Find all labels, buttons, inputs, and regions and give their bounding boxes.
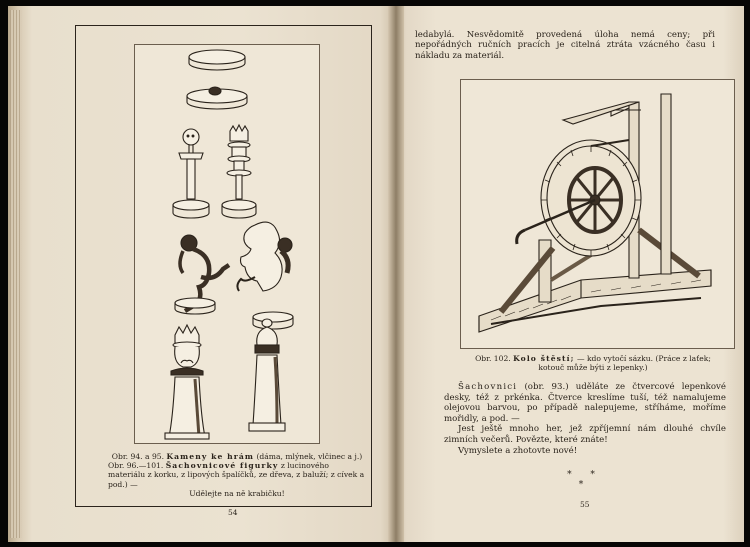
fig-title: Kameny ke hrám bbox=[166, 452, 255, 461]
paragraph-lead: Šachovnici bbox=[458, 382, 518, 392]
fig-desc: (dáma, mlýnek, vlčinec a j.) bbox=[256, 452, 363, 461]
fig-desc: z lucinového materiálu z korku, z lipových špalíčků, ze dřeva, z baluží; z cívek a pod.) — bbox=[108, 461, 365, 489]
right-figure-caption bbox=[462, 354, 724, 372]
wheel-of-fortune-illustration bbox=[460, 79, 735, 349]
fig-title: Šachovnicové figurky bbox=[165, 461, 279, 471]
paragraph-invent: Vymyslete a zhotovte nové! bbox=[458, 445, 578, 456]
section-stars: * * * bbox=[567, 470, 603, 490]
right-top-paragraph: ledabylá. Nesvědomitě provedená úloha nemá ceny; při nepořádných ručních pracích je citelná ztráta vzácného času i nákladu za materiál. bbox=[415, 30, 715, 61]
page-edges bbox=[10, 10, 22, 538]
fig-label: Obr. 94. a 95. bbox=[111, 452, 165, 461]
fig-title: Kolo štěstí; bbox=[513, 354, 575, 363]
chess-figures-illustration bbox=[134, 44, 320, 444]
right-body-text bbox=[444, 382, 726, 456]
page-number-left: 54 bbox=[228, 508, 238, 517]
paragraph-games: Jest ještě mnoho her, jež zpříjemní nám dlouhé chvíle zimních večerů. Povězte, které znáte! bbox=[444, 424, 726, 445]
page-number-right: 55 bbox=[580, 500, 590, 509]
fig-label: Obr. 96.—101. bbox=[108, 461, 164, 471]
fig-desc: — kdo vytočí sázku. (Práce z laťek; kotouč může býti z lepenky.) bbox=[538, 354, 711, 373]
fig-label: Obr. 102. bbox=[475, 354, 511, 363]
book-gutter bbox=[388, 6, 404, 542]
paragraph-text: (obr. 93.) uděláte ze čtvercové lepenkové desky, též z prkénka. Čtverce kreslíme tuší, též namalujeme olejovou barvou, po případě nalepujeme, stříháme, moříme mořidly, a pod. — bbox=[444, 382, 726, 424]
fig-note: Udělejte na ně krabičku! bbox=[189, 488, 285, 498]
left-figure-caption bbox=[108, 452, 366, 498]
paragraph-chessboard bbox=[444, 382, 726, 424]
